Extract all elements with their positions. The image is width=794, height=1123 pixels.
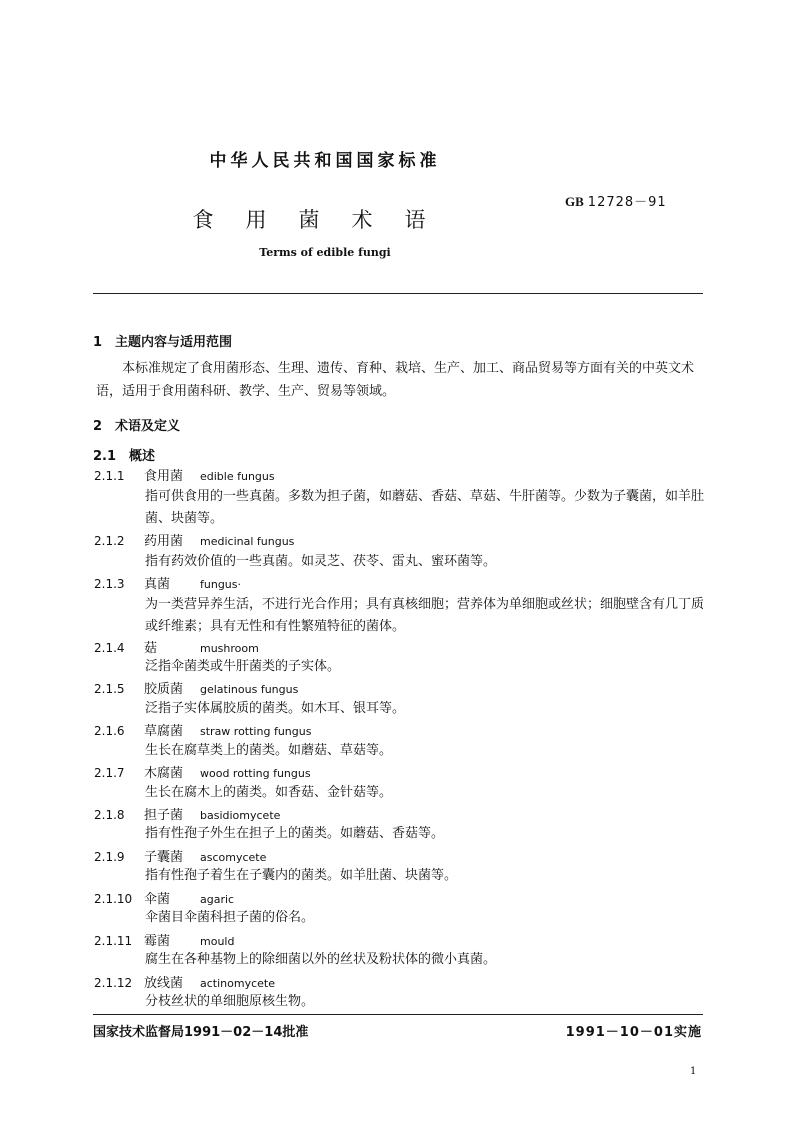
approval-text: 国家技术监督局1991－02－14批准 (93, 1025, 309, 1040)
term-chinese: 放线菌 (144, 976, 184, 991)
term-english: mushroom (200, 642, 259, 655)
term-english: wood rotting fungus (200, 767, 311, 780)
term-definition: 生长在腐木上的菌类。如香菇、金针菇等。 (145, 785, 393, 800)
term-english: edible fungus (200, 470, 275, 483)
term-definition: 为一类营异养生活，不进行光合作用；具有真核细胞；营养体为单细胞或丝状；细胞壁含有几丁质或纤维素；具有无性和有性繁殖特征的菌体。 (145, 597, 705, 634)
term-chinese: 子囊菌 (144, 850, 184, 865)
term-row (94, 972, 275, 991)
term-english: mould (200, 935, 235, 948)
term-row (94, 637, 259, 656)
term-english: fungus· (200, 578, 241, 591)
term-number: 2.1.11 (94, 934, 133, 948)
term-definition: 生长在腐草类上的菌类。如蘑菇、草菇等。 (145, 743, 393, 758)
term-number: 2.1.5 (94, 682, 125, 696)
term-english: ascomycete (200, 851, 267, 864)
term-row (94, 762, 311, 781)
term-chinese: 食用菌 (144, 469, 184, 484)
term-number: 2.1.7 (94, 766, 125, 780)
effective-date: 1991－10－01实施 (565, 1025, 702, 1040)
standard-code (565, 191, 667, 210)
term-chinese: 霉菌 (144, 934, 171, 949)
term-chinese: 担子菌 (144, 808, 184, 823)
section-1-heading: 1 主题内容与适用范围 (93, 335, 233, 350)
page-number: 1 (690, 1066, 697, 1077)
term-definition: 指有药效价值的一些真菌。如灵芝、茯苓、雷丸、蜜环菌等。 (145, 554, 497, 569)
term-english: actinomycete (200, 977, 275, 990)
term-chinese: 草腐菌 (144, 724, 184, 739)
footer-divider (93, 1014, 703, 1015)
term-english: straw rotting fungus (200, 725, 312, 738)
term-row (94, 573, 241, 592)
term-chinese: 药用菌 (144, 534, 184, 549)
term-definition: 分枝丝状的单细胞原核生物。 (145, 994, 315, 1009)
document-title: 食用菌术语 (192, 208, 458, 232)
term-definition: 指可供食用的一些真菌。多数为担子菌，如蘑菇、香菇、草菇、牛肝菌等。少数为子囊菌，如羊肚菌、块菌等。 (145, 489, 705, 526)
standard-code-number: 12728－91 (587, 195, 667, 210)
term-definition: 指有性孢子外生在担子上的菌类。如蘑菇、香菇等。 (145, 826, 445, 841)
term-row (94, 678, 298, 697)
term-chinese: 木腐菌 (144, 766, 184, 781)
term-english: basidiomycete (200, 809, 281, 822)
term-number: 2.1.4 (94, 641, 125, 655)
section-2-1-heading: 2.1 概述 (93, 449, 156, 464)
term-number: 2.1.10 (94, 892, 133, 906)
term-row (94, 846, 266, 865)
term-english: gelatinous fungus (200, 683, 299, 696)
term-chinese: 胶质菌 (144, 682, 184, 697)
header-divider (93, 293, 703, 294)
term-definition: 泛指伞菌类或牛肝菌类的子实体。 (145, 659, 341, 674)
term-row (94, 888, 234, 907)
term-number: 2.1.1 (94, 469, 125, 483)
term-row (94, 720, 311, 739)
term-chinese: 菇 (144, 641, 158, 656)
term-chinese: 伞菌 (144, 892, 171, 907)
term-definition: 指有性孢子着生在子囊内的菌类。如羊肚菌、块菌等。 (145, 868, 458, 883)
term-english: medicinal fungus (200, 535, 295, 548)
section-2-heading: 2 术语及定义 (93, 419, 181, 434)
standard-code-prefix: GB (565, 194, 584, 209)
term-row (94, 804, 280, 823)
term-english: agaric (200, 893, 235, 906)
term-definition: 伞菌目伞菌科担子菌的俗名。 (145, 910, 315, 925)
term-chinese: 真菌 (144, 577, 171, 592)
term-number: 2.1.6 (94, 724, 125, 738)
term-number: 2.1.2 (94, 534, 125, 548)
term-row (94, 530, 294, 549)
term-row (94, 465, 275, 484)
term-number: 2.1.8 (94, 808, 125, 822)
term-number: 2.1.12 (94, 976, 133, 990)
term-number: 2.1.3 (94, 577, 125, 591)
term-row (94, 930, 234, 949)
section-1-paragraph: 本标准规定了食用菌形态、生理、遗传、育种、栽培、生产、加工、商品贸易等方面有关的中英文术语，适用于食用菌科研、教学、生产、贸易等领域。 (96, 361, 695, 399)
english-title: Terms of edible fungi (259, 246, 391, 259)
national-standard-heading: 中华人民共和国国家标准 (209, 151, 441, 171)
term-definition: 腐生在各种基物上的除细菌以外的丝状及粉状体的微小真菌。 (145, 952, 497, 967)
term-definition: 泛指子实体属胶质的菌类。如木耳、银耳等。 (145, 701, 406, 716)
term-number: 2.1.9 (94, 850, 125, 864)
